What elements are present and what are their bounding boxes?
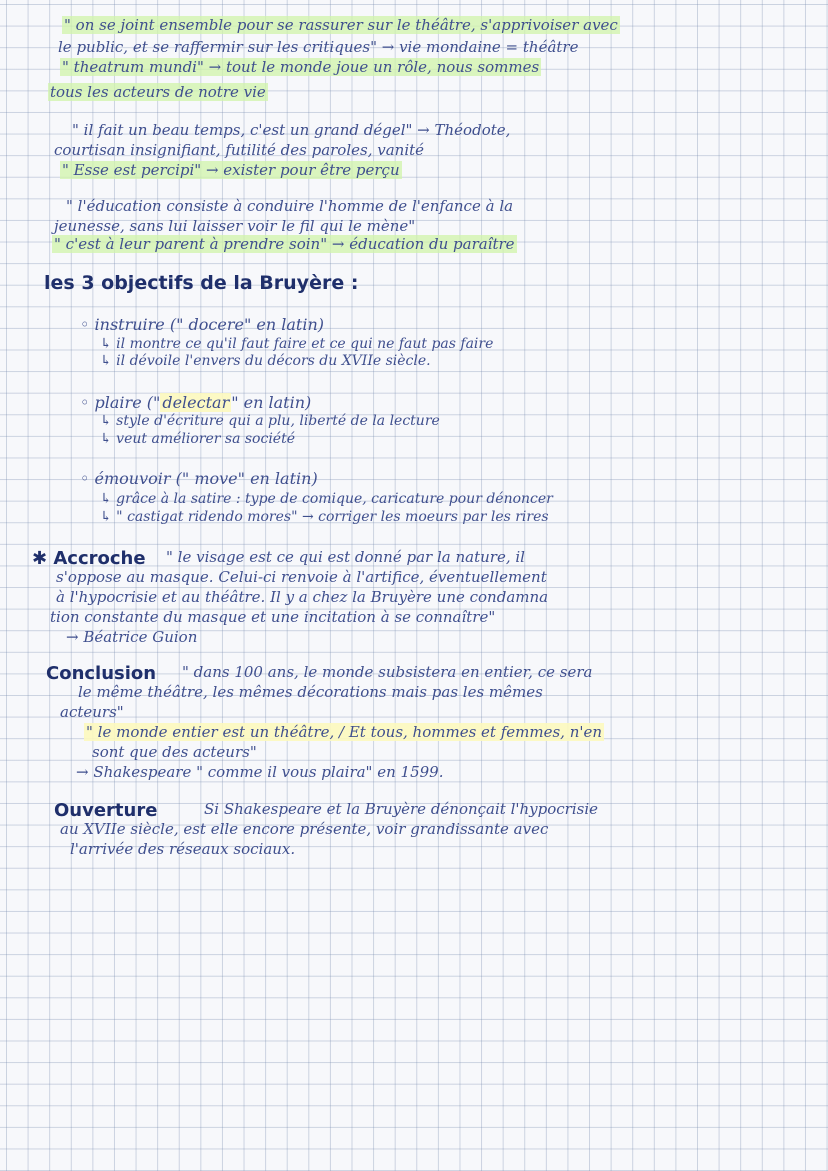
highlight: " Esse est percipi" → exister pour être perçu xyxy=(62,161,400,179)
highlight: " on se joint ensemble pour se rassurer sur le théâtre, s'apprivoiser avec xyxy=(64,16,618,34)
sub-line: ↳ " castigat ridendo mores" → corriger les moeurs par les rires xyxy=(100,509,549,525)
note-line xyxy=(60,58,541,76)
note-line: acteurs" xyxy=(60,703,124,721)
note-line: le public, et se raffermir sur les critiques" → vie mondaine = théâtre xyxy=(58,38,579,56)
note-line xyxy=(84,723,604,741)
objectif-emouvoir: ◦ émouvoir (" move" en latin) xyxy=(80,469,318,488)
highlight: " le monde entier est un théâtre, / Et tous, hommes et femmes, n'en xyxy=(86,723,603,741)
section-heading-accroche: ✱ Accroche xyxy=(32,548,146,569)
sub-line: ↳ veut améliorer sa société xyxy=(100,431,295,447)
note-line: " l'éducation consiste à conduire l'homme de l'enfance à la xyxy=(66,197,514,215)
section-heading-objectifs: les 3 objectifs de la Bruyère : xyxy=(44,272,359,294)
note-line: tion constante du masque et une incitation à se connaître" xyxy=(50,608,496,626)
highlight: " theatrum mundi" → tout le monde joue un rôle, nous sommes xyxy=(62,58,540,76)
note-line xyxy=(48,83,268,101)
note-line: → Béatrice Guion xyxy=(66,628,198,646)
note-line: au XVIIe siècle, est elle encore présente, voir grandissante avec xyxy=(60,820,549,838)
note-line: l'arrivée des réseaux sociaux. xyxy=(70,840,296,858)
highlight: delectar xyxy=(162,393,230,412)
objectif-plaire-post: " en latin) xyxy=(231,393,312,412)
note-line: courtisan insignifiant, futilité des paroles, vanité xyxy=(54,141,425,159)
note-line: jeunesse, sans lui laisser voir le fil qui le mène" xyxy=(54,217,416,235)
note-line: " il fait un beau temps, c'est un grand dégel" → Théodote, xyxy=(72,121,511,139)
note-line: sont que des acteurs" xyxy=(92,743,257,761)
note-line xyxy=(60,161,402,179)
highlight: " c'est à leur parent à prendre soin" → éducation du paraître xyxy=(54,235,515,253)
note-line: s'oppose au masque. Celui-ci renvoie à l'artifice, éventuellement xyxy=(56,568,547,586)
sub-line: ↳ style d'écriture qui a plu, liberté de la lecture xyxy=(100,413,440,429)
section-heading-ouverture: Ouverture xyxy=(54,800,158,821)
objectif-instruire: ◦ instruire (" docere" en latin) xyxy=(80,315,325,334)
note-line: Si Shakespeare et la Bruyère dénonçait l'hypocrisie xyxy=(204,800,599,818)
highlight: tous les acteurs de notre vie xyxy=(50,83,266,101)
sub-line: ↳ il montre ce qu'il faut faire et ce qui ne faut pas faire xyxy=(100,336,494,352)
section-heading-conclusion: Conclusion xyxy=(46,663,157,684)
sub-line: ↳ grâce à la satire : type de comique, caricature pour dénoncer xyxy=(100,491,553,507)
sub-line: ↳ il dévoile l'envers du décors du XVIIe siècle. xyxy=(100,353,431,369)
note-line: à l'hypocrisie et au théâtre. Il y a chez la Bruyère une condamna xyxy=(56,588,549,606)
note-line: le même théâtre, les mêmes décorations mais pas les mêmes xyxy=(78,683,543,701)
objectif-plaire-pre: ◦ plaire (" xyxy=(80,393,161,412)
note-line xyxy=(62,16,620,34)
note-line xyxy=(52,235,517,253)
objectif-plaire xyxy=(80,394,311,412)
note-line: " dans 100 ans, le monde subsistera en entier, ce sera xyxy=(182,663,593,681)
note-line: → Shakespeare " comme il vous plaira" en 1599. xyxy=(76,763,444,781)
note-line: " le visage est ce qui est donné par la nature, il xyxy=(166,548,525,566)
